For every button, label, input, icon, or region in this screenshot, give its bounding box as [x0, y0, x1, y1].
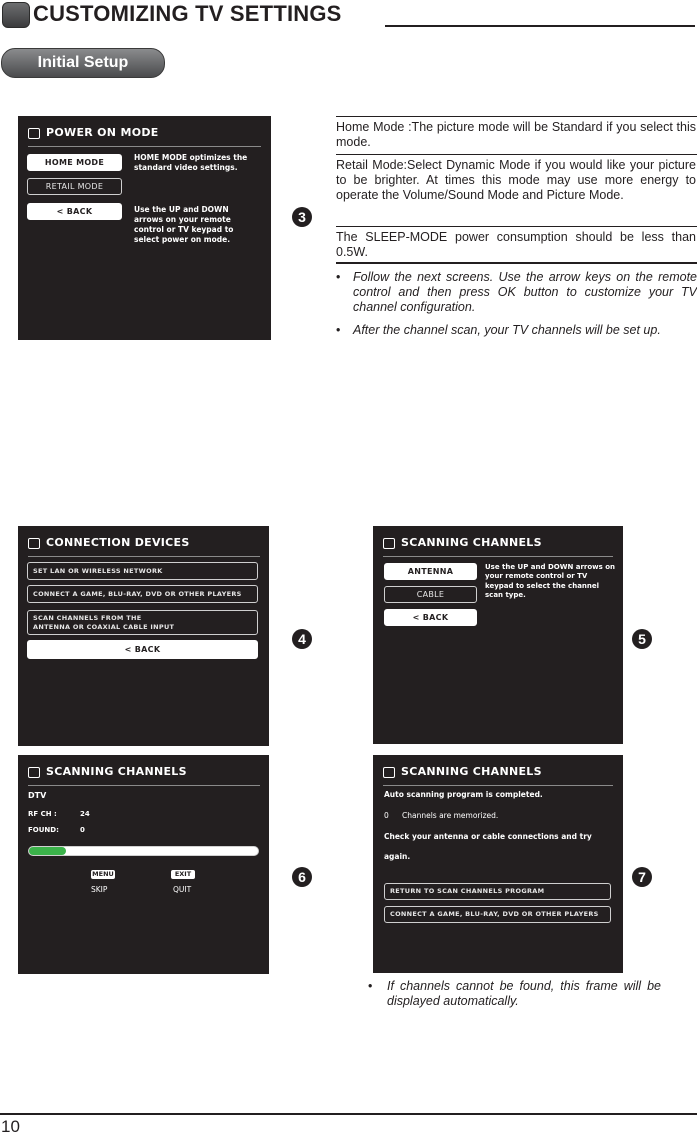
bullet-symbol: • [368, 979, 373, 993]
screen-rule [383, 785, 613, 786]
scan-progress-bar [28, 846, 259, 856]
back-label: BACK [422, 613, 449, 622]
back-label: BACK [134, 645, 161, 654]
checkbox-icon [383, 538, 395, 549]
table-rule [336, 226, 697, 227]
home-mode-option[interactable]: HOME MODE [27, 154, 122, 171]
step-6-badge: 6 [292, 867, 312, 887]
checkbox-icon [28, 538, 40, 549]
bullet-item [368, 979, 661, 1009]
skip-label: SKIP [91, 885, 108, 894]
screen-title: SCANNING CHANNELS [46, 765, 187, 778]
header-rule [385, 25, 695, 27]
step-4-badge: 4 [292, 629, 312, 649]
checkbox-icon [383, 767, 395, 778]
scan-type-instructions: Use the UP and DOWN arrows on your remote control or TV keypad to select the channel scan type. [485, 563, 616, 600]
screen-title: CONNECTION DEVICES [46, 536, 190, 549]
note-rest: optimizes the standard video settings. [134, 153, 248, 173]
bullet-item [336, 270, 697, 315]
screen-rule [383, 556, 613, 557]
page-title: CUSTOMIZING TV SETTINGS [33, 1, 342, 26]
section-pill: Initial Setup [1, 48, 165, 78]
screen-title: SCANNING CHANNELS [401, 765, 542, 778]
bullet-item [336, 323, 697, 338]
quit-label: QUIT [173, 885, 192, 894]
channel-count: 0 [384, 811, 389, 820]
table-top-rule [336, 116, 697, 117]
found-value: 0 [80, 826, 85, 834]
back-label: BACK [66, 207, 93, 216]
bullet-text: After the channel scan, your TV channels will be set up. [353, 323, 661, 337]
exit-key-icon[interactable]: EXIT [171, 870, 195, 879]
note-emphasis: HOME MODE [134, 153, 188, 162]
bullet-symbol: • [336, 270, 341, 284]
bullet-symbol: • [336, 323, 341, 337]
retail-mode-description: Retail Mode:Select Dynamic Mode if you would like your picture to be brighter. At times this mode may use more energy to operate the Volume/Sound Mode and Picture Mode. [336, 158, 696, 202]
back-button[interactable] [27, 203, 122, 220]
step-3-badge: 3 [292, 207, 312, 227]
retail-mode-option[interactable]: RETAIL MODE [27, 178, 122, 195]
header-tv-icon [2, 2, 30, 28]
home-mode-description: Home Mode :The picture mode will be Standard if you select this mode. [336, 120, 696, 149]
screen-rule [28, 146, 261, 147]
table-rule [336, 154, 697, 155]
antenna-option[interactable]: ANTENNA [384, 563, 477, 580]
power-on-mode-screen [18, 116, 271, 340]
back-button[interactable] [27, 640, 258, 659]
footer-rule [0, 1113, 697, 1115]
rf-channel-value: 24 [80, 810, 90, 818]
checkbox-icon [28, 767, 40, 778]
scan-type-screen [373, 526, 623, 744]
scan-complete-message: Auto scanning program is completed. [384, 790, 543, 799]
bullet-text: Follow the next screens. Use the arrow keys on the remote control and then press OK button to customize your TV channel configuration. [353, 270, 697, 314]
page-number: 10 [1, 1117, 20, 1136]
screen-rule [28, 556, 260, 557]
step-5-badge: 5 [632, 629, 652, 649]
found-label: FOUND: [28, 826, 59, 834]
step-7-badge: 7 [632, 867, 652, 887]
return-to-scan-button[interactable]: RETURN TO SCAN CHANNELS PROGRAM [384, 883, 611, 900]
table-bottom-rule [336, 262, 697, 264]
power-mode-instructions: Use the UP and DOWN arrows on your remote control or TV keypad to select power on mode. [134, 205, 234, 245]
chevron-left-icon: < [124, 645, 135, 654]
signal-mode: DTV [28, 791, 47, 800]
chevron-left-icon: < [412, 613, 423, 622]
sleep-mode-description: The SLEEP-MODE power consumption should be less than 0.5W. [336, 230, 696, 259]
scan-complete-screen [373, 755, 623, 973]
scan-channels-option[interactable]: SCAN CHANNELS FROM THE ANTENNA OR COAXIAL CABLE INPUT [27, 610, 258, 635]
power-mode-note [134, 153, 262, 173]
check-connections-message-cont: again. [384, 852, 411, 861]
connection-devices-screen [18, 526, 269, 746]
screen-rule [28, 785, 260, 786]
lan-network-option[interactable]: SET LAN OR WIRELESS NETWORK [27, 562, 258, 580]
back-button[interactable] [384, 609, 477, 626]
check-connections-message: Check your antenna or cable connections and try [384, 832, 592, 841]
cable-option[interactable]: CABLE [384, 586, 477, 603]
connect-game-option[interactable]: CONNECT A GAME, BLU-RAY, DVD OR OTHER PLAYERS [27, 585, 258, 603]
chevron-left-icon: < [56, 207, 67, 216]
screen-title: SCANNING CHANNELS [401, 536, 542, 549]
menu-key-icon[interactable]: MENU [92, 870, 114, 878]
screen-title: POWER ON MODE [46, 126, 159, 139]
bullet-text: If channels cannot be found, this frame will be displayed automatically. [387, 979, 661, 1008]
checkbox-icon [28, 128, 40, 139]
connect-game-button[interactable]: CONNECT A GAME, BLU-RAY, DVD OR OTHER PLAYERS [384, 906, 611, 923]
channels-memorized: Channels are memorized. [402, 811, 499, 820]
scan-progress-screen [18, 755, 269, 974]
rf-channel-label: RF CH : [28, 810, 57, 818]
scan-progress-fill [29, 847, 66, 855]
